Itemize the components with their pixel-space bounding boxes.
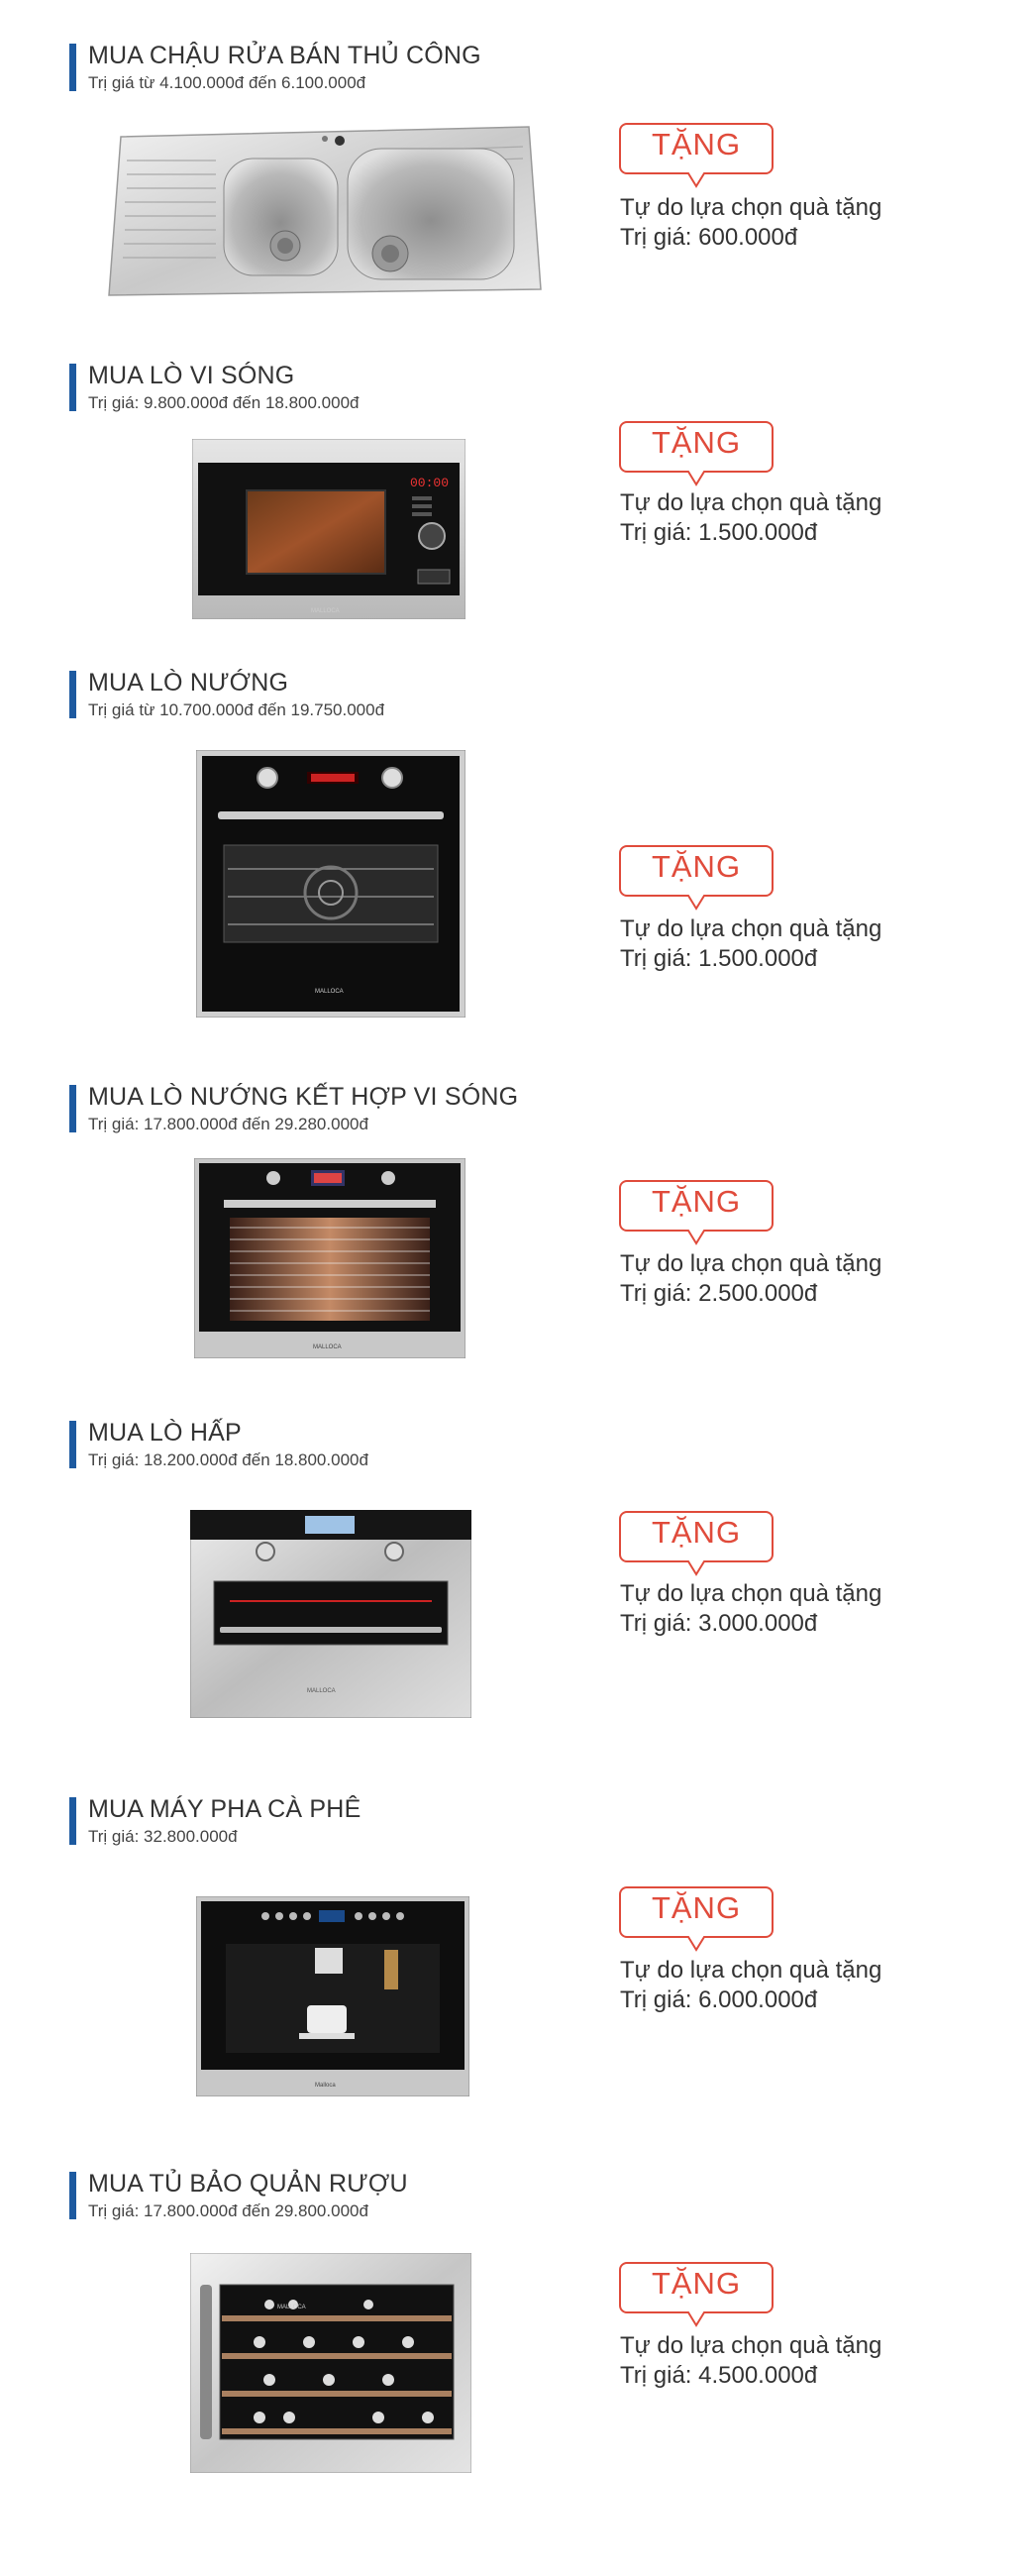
promo-title: MUA LÒ NƯỚNG KẾT HỢP VI SÓNG: [88, 1083, 519, 1111]
promo-price: Trị giá: 32.800.000đ: [88, 1827, 238, 1846]
promo-price: Trị giá: 17.800.000đ đến 29.280.000đ: [88, 1115, 368, 1133]
gift-text: Tự do lựa chọn quà tặng: [620, 1957, 882, 1984]
gift-value: Trị giá: 6.000.000đ: [620, 1986, 818, 2013]
promo-title: MUA TỦ BẢO QUẢN RƯỢU: [88, 2170, 408, 2198]
promo-title: MUA LÒ HẤP: [88, 1419, 242, 1447]
sink-icon: [107, 119, 543, 299]
gift-value: Trị giá: 2.500.000đ: [620, 1280, 818, 1307]
accent-bar: [69, 671, 76, 718]
gift-badge-label: TẶNG: [651, 1890, 742, 1925]
gift-badge-label: TẶNG: [651, 425, 742, 460]
gift-text: Tự do lựa chọn quà tặng: [620, 915, 882, 942]
brand-mark: MALLOCA: [315, 989, 344, 995]
gift-text: Tự do lựa chọn quà tặng: [620, 1580, 882, 1607]
promo-title: MUA LÒ VI SÓNG: [88, 362, 295, 389]
gift-value: Trị giá: 3.000.000đ: [620, 1610, 818, 1637]
gift-badge-label: TẶNG: [651, 127, 742, 161]
accent-bar: [69, 364, 76, 411]
gift-badge: [619, 1180, 774, 1232]
brand-mark: MALLOCA: [277, 2305, 306, 2310]
promo-price: Trị giá từ 10.700.000đ đến 19.750.000đ: [88, 700, 385, 719]
promo-title: MUA MÁY PHA CÀ PHÊ: [88, 1795, 362, 1823]
gift-value: Trị giá: 1.500.000đ: [620, 945, 818, 972]
gift-badge: [619, 421, 774, 473]
microwave-display: 00:00: [410, 476, 450, 490]
promo-price: Trị giá: 18.200.000đ đến 18.800.000đ: [88, 1450, 368, 1469]
gift-badge: [619, 845, 774, 897]
microwave-icon: [192, 439, 465, 619]
promo-price: Trị giá: 17.800.000đ đến 29.800.000đ: [88, 2201, 368, 2220]
accent-bar: [69, 44, 76, 91]
gift-badge: [619, 2262, 774, 2313]
gift-value: Trị giá: 600.000đ: [620, 224, 798, 251]
gift-badge-label: TẶNG: [651, 849, 742, 884]
gift-badge: [619, 1511, 774, 1562]
promo-price: Trị giá từ 4.100.000đ đến 6.100.000đ: [88, 73, 366, 92]
brand-mark: MALLOCA: [313, 1344, 342, 1350]
gift-badge: [619, 123, 774, 174]
gift-info: [620, 193, 881, 253]
gift-info: [620, 2331, 881, 2391]
combi-oven-icon: [194, 1158, 465, 1358]
gift-info: [620, 1579, 881, 1639]
gift-value: Trị giá: 4.500.000đ: [620, 2362, 818, 2389]
coffee-machine-icon: [196, 1896, 469, 2096]
gift-text: Tự do lựa chọn quà tặng: [620, 1250, 882, 1277]
brand-mark: MALLOCA: [307, 1688, 336, 1694]
accent-bar: [69, 1797, 76, 1845]
wine-cooler-icon: [190, 2253, 471, 2473]
gift-value: Trị giá: 1.500.000đ: [620, 519, 818, 546]
accent-bar: [69, 1085, 76, 1132]
gift-badge: [619, 1886, 774, 1938]
gift-text: Tự do lựa chọn quà tặng: [620, 194, 882, 221]
brand-mark: Malloca: [315, 2083, 336, 2089]
accent-bar: [69, 2172, 76, 2219]
promo-title: MUA LÒ NƯỚNG: [88, 669, 289, 697]
oven-icon: [196, 750, 465, 1018]
gift-badge-label: TẶNG: [651, 2266, 742, 2301]
gift-badge-label: TẶNG: [651, 1184, 742, 1219]
gift-badge-label: TẶNG: [651, 1515, 742, 1550]
brand-mark: MALLOCA: [311, 608, 340, 614]
promo-price: Trị giá: 9.800.000đ đến 18.800.000đ: [88, 393, 360, 412]
gift-text: Tự do lựa chọn quà tặng: [620, 2332, 882, 2359]
gift-info: [620, 914, 881, 974]
accent-bar: [69, 1421, 76, 1468]
steam-oven-icon: [190, 1510, 471, 1718]
gift-info: [620, 1956, 881, 2015]
gift-info: [620, 488, 881, 548]
gift-text: Tự do lựa chọn quà tặng: [620, 489, 882, 516]
promo-title: MUA CHẬU RỬA BÁN THỦ CÔNG: [88, 42, 481, 69]
gift-info: [620, 1249, 881, 1309]
